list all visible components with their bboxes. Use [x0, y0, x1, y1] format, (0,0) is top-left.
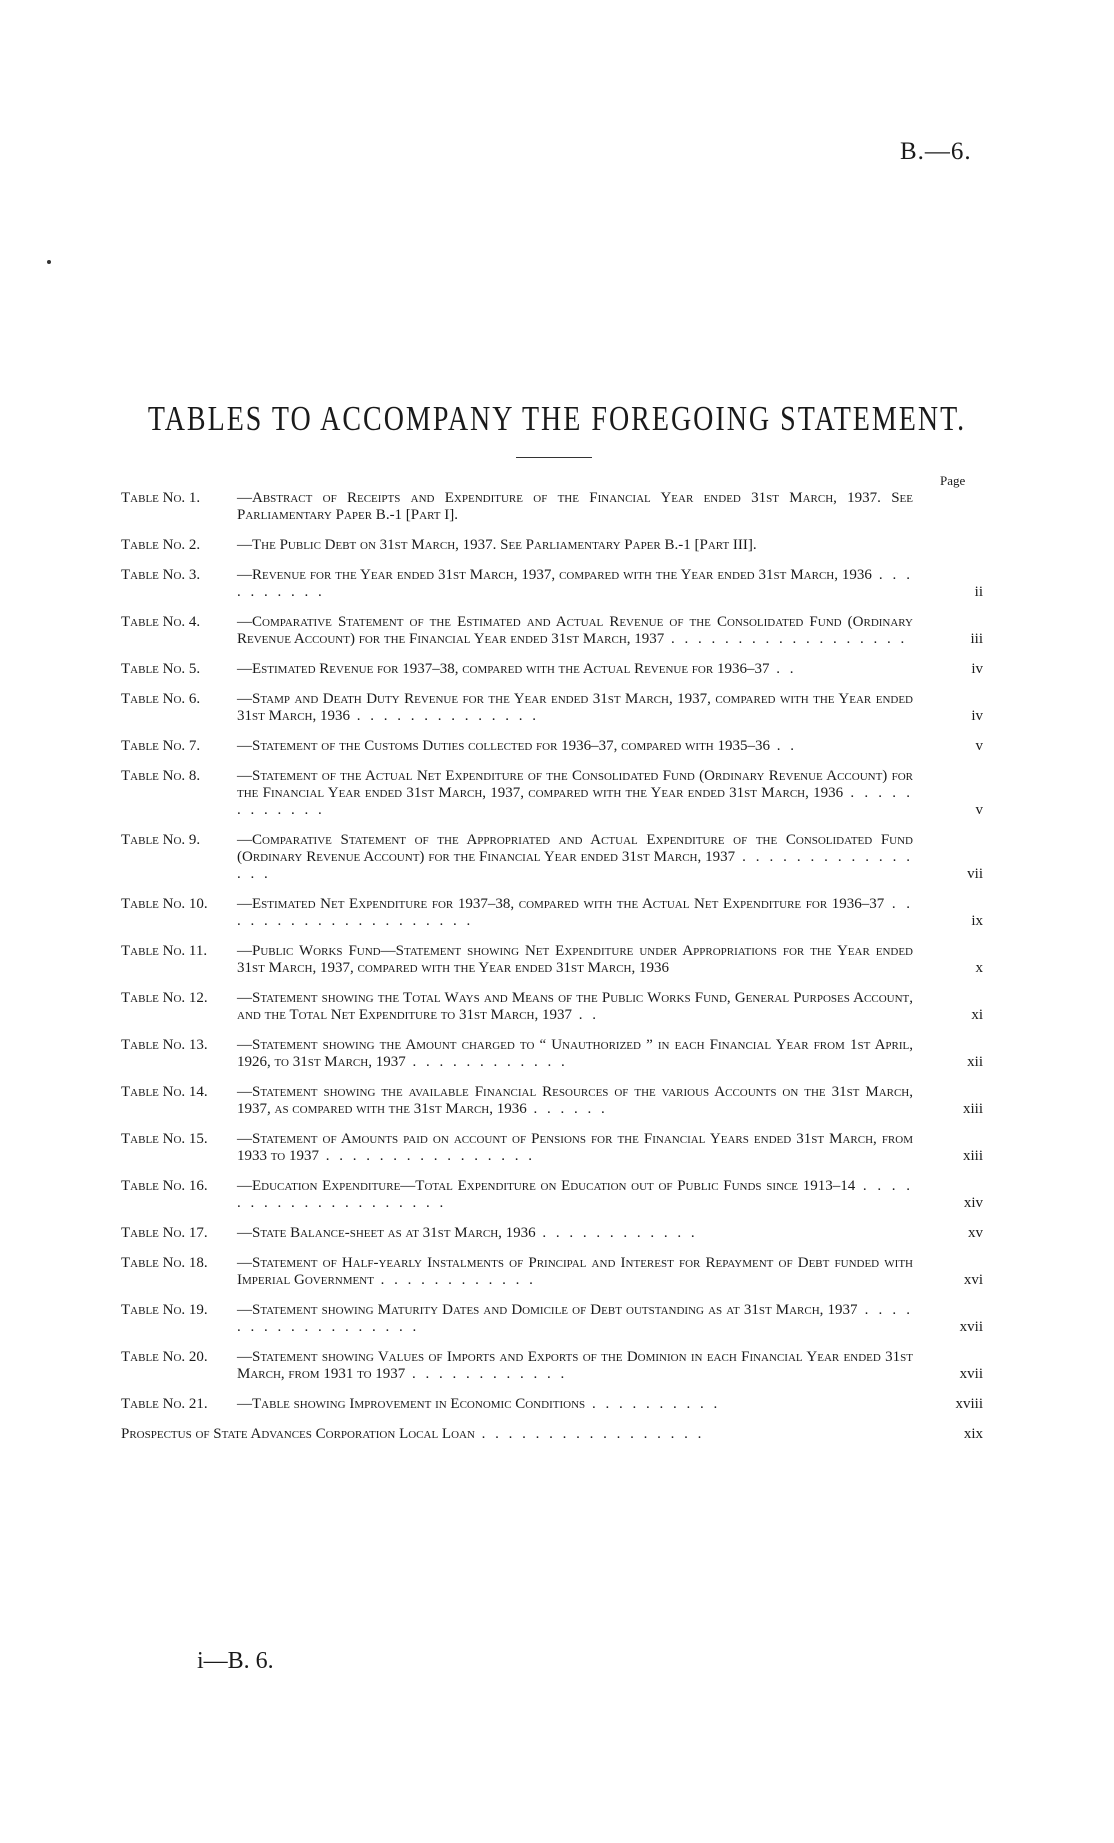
toc-entry-20: [121, 1349, 983, 1383]
toc-entry-1: [121, 490, 983, 524]
toc-entry-5: [121, 661, 983, 678]
toc-entry-description: —Statement showing the Amount charged to “ Unauthorized ” in each Financial Year from 1st April, 1926, to 31st March, 1937 . . . . . . . . . . . .: [237, 1037, 913, 1070]
footer-reference: i—B. 6.: [197, 1648, 274, 1674]
toc-entry-21: [121, 1396, 983, 1413]
toc-entry-19: [121, 1302, 983, 1336]
toc-entry-description: —Comparative Statement of the Appropriated and Actual Expenditure of the Consolidated Fund (Ordinary Revenue Account) for the Financial Year ended 31st March, 1937 . . . . . . . . . . . . . . . .: [237, 832, 914, 882]
toc-entry-page: ix: [971, 913, 983, 929]
ink-speck: [47, 260, 51, 264]
toc-entry-page: xiv: [963, 1195, 983, 1211]
toc-entry-13: [121, 1037, 983, 1071]
toc-entry-page: xviii: [955, 1396, 983, 1412]
toc-entry-page: xiii: [962, 1148, 983, 1164]
toc-entry-6: [121, 691, 983, 725]
toc-entry-page: xv: [968, 1225, 983, 1241]
toc-entry-4: [121, 614, 983, 648]
toc-entry-page: xvii: [959, 1366, 983, 1382]
toc-entry-description: —Statement of Half-yearly Instalments of Principal and Interest for Repayment of Debt funded with Imperial Government . . . . . . . . . . . .: [237, 1255, 913, 1288]
toc-entry-description: —Statement of the Customs Duties collected for 1936–37, compared with 1935–36 . .: [237, 738, 798, 754]
toc-entry-description: —Statement showing Maturity Dates and Domicile of Debt outstanding as at 31st March, 1937 . . . . . . . . . . . . . . . . . .: [237, 1302, 914, 1335]
toc-entry-description: —The Public Debt on 31st March, 1937. See Parliamentary Paper B.-1 [Part III].: [237, 537, 757, 553]
toc-entry-2: [121, 537, 983, 554]
toc-entry-label: Table No. 18.: [121, 1255, 208, 1271]
toc-entry-description: —Statement showing the Total Ways and Means of the Public Works Fund, General Purposes Account, and the Total Net Expenditure to 31st March, 1937 . .: [237, 990, 913, 1023]
toc-entry-page: x: [975, 960, 983, 976]
toc-entry-description: —Stamp and Death Duty Revenue for the Year ended 31st March, 1937, compared with the Year ended 31st March, 1936 . . . . . . . . . . . . . .: [237, 691, 913, 724]
toc-entry-7: [121, 738, 983, 755]
toc-entry-label: Table No. 2.: [121, 537, 201, 553]
toc-entry-description: Prospectus of State Advances Corporation Local Loan . . . . . . . . . . . . . . . . .: [121, 1426, 705, 1442]
toc-entry-16: [121, 1178, 983, 1212]
toc-entry-description: —Abstract of Receipts and Expenditure of the Financial Year ended 31st March, 1937. See Parliamentary Paper B.-1 [Part I].: [237, 490, 913, 523]
toc-entry-label: Table No. 7.: [121, 738, 201, 754]
toc-entry-label: Table No. 15.: [121, 1131, 208, 1147]
toc-entry-8: [121, 768, 983, 819]
toc-entry-label: Table No. 6.: [121, 691, 201, 707]
toc-entry-11: [121, 943, 983, 977]
toc-entry-label: Table No. 12.: [121, 990, 208, 1006]
toc-entry-description: —Public Works Fund—Statement showing Net Expenditure under Appropriations for the Year ended 31st March, 1937, compared with the Year ended 31st March, 1936: [237, 943, 913, 976]
toc-entry-description: —Statement of Amounts paid on account of Pensions for the Financial Years ended 31st March, from 1933 to 1937 . . . . . . . . . . . . . . . .: [237, 1131, 913, 1164]
toc-entry-description: —Comparative Statement of the Estimated and Actual Revenue of the Consolidated Fund (Ordinary Revenue Account) for the Financial Year ended 31st March, 1937 . . . . . . . . . . . . . . . . . .: [237, 614, 913, 647]
toc-entry-description: —Statement showing Values of Imports and Exports of the Dominion in each Financial Year ended 31st March, from 1931 to 1937 . . . . . . . . . . . .: [237, 1349, 913, 1382]
toc-entry-label: Table No. 16.: [121, 1178, 208, 1194]
toc-entry-page: v: [975, 738, 983, 754]
toc-entry-label: Table No. 8.: [121, 768, 201, 784]
toc-entry-label: Table No. 10.: [121, 896, 208, 912]
toc-entry-label: Table No. 14.: [121, 1084, 208, 1100]
toc-entry-page: xii: [967, 1054, 983, 1070]
toc-entry-page: ii: [974, 584, 983, 600]
page-column-label: Page: [940, 473, 966, 488]
toc-entry-3: [121, 567, 983, 601]
toc-entry-label: Table No. 1.: [121, 490, 201, 506]
toc-entry-label: Table No. 21.: [121, 1396, 208, 1412]
toc-entry-page: xi: [971, 1007, 983, 1023]
toc-entry-description: —Estimated Net Expenditure for 1937–38, compared with the Actual Net Expenditure for 1936–37 . . . . . . . . . . . . . . . . . . . .: [237, 896, 913, 929]
toc-entry-page: vii: [967, 866, 983, 882]
toc-entry-description: —State Balance-sheet as at 31st March, 1936 . . . . . . . . . . . .: [237, 1225, 698, 1241]
toc-entry-page: xix: [963, 1426, 983, 1442]
toc-entry-17: [121, 1225, 983, 1242]
toc-entry-12: [121, 990, 983, 1024]
toc-entry-prospectus: [121, 1426, 983, 1443]
toc-entry-description: —Statement of the Actual Net Expenditure of the Consolidated Fund (Ordinary Revenue Account) for the Financial Year ended 31st March, 1937, compared with the Year ended 31st March, 1936 . . . . . . . . . . . .: [237, 768, 914, 818]
toc-entry-label: Table No. 17.: [121, 1225, 208, 1241]
toc-entry-page: xiii: [962, 1101, 983, 1117]
toc-entry-page: iii: [970, 631, 983, 647]
toc-entry-18: [121, 1255, 983, 1289]
toc-entry-description: —Revenue for the Year ended 31st March, 1937, compared with the Year ended 31st March, 1936 . . . . . . . . . .: [237, 567, 913, 600]
toc-entry-label: Table No. 13.: [121, 1037, 208, 1053]
title-rule: [516, 457, 592, 458]
toc-entry-label: Table No. 9.: [121, 832, 201, 848]
page-title: TABLES TO ACCOMPANY THE FOREGOING STATEMENT.: [147, 400, 967, 439]
toc-entry-10: [121, 896, 983, 930]
toc-entry-label: Table No. 11.: [121, 943, 208, 959]
toc-entry-14: [121, 1084, 983, 1118]
toc-entry-description: —Table showing Improvement in Economic Conditions . . . . . . . . . .: [237, 1396, 721, 1412]
toc-entry-label: Table No. 20.: [121, 1349, 208, 1365]
toc-entry-page: v: [975, 802, 983, 818]
toc-entry-label: Table No. 3.: [121, 567, 201, 583]
toc-entry-label: Table No. 4.: [121, 614, 201, 630]
page-reference: B.—6.: [900, 138, 972, 165]
toc-entry-page: iv: [971, 708, 983, 724]
toc-entry-description: —Statement showing the available Financial Resources of the various Accounts on the 31st March, 1937, as compared with the 31st March, 1936 . . . . . .: [237, 1084, 913, 1117]
toc-entry-page: iv: [971, 661, 983, 677]
toc-entry-page: xvi: [963, 1272, 983, 1288]
toc-entry-page: xvii: [959, 1319, 983, 1335]
toc-entry-description: —Education Expenditure—Total Expenditure on Education out of Public Funds since 1913–14 . . . . . . . . . . . . . . . . . . . .: [237, 1178, 913, 1211]
table-of-contents: [121, 490, 983, 1456]
toc-entry-label: Table No. 19.: [121, 1302, 208, 1318]
toc-entry-15: [121, 1131, 983, 1165]
toc-entry-label: Table No. 5.: [121, 661, 201, 677]
toc-entry-description: —Estimated Revenue for 1937–38, compared with the Actual Revenue for 1936–37 . .: [237, 661, 797, 677]
toc-entry-9: [121, 832, 983, 883]
